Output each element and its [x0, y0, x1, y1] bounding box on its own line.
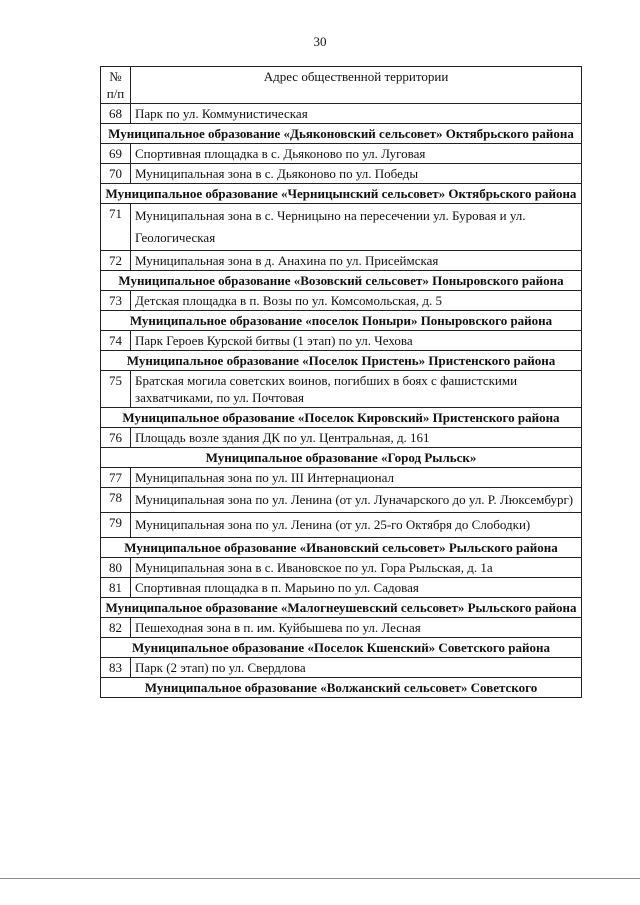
- row-number: 71: [101, 204, 131, 251]
- page-bottom-divider: [0, 878, 640, 879]
- row-number: 69: [101, 144, 131, 164]
- row-number: 78: [101, 488, 131, 513]
- table-row: [101, 251, 582, 271]
- table-row: [101, 164, 582, 184]
- column-header-address: Адрес общественной территории: [131, 67, 582, 104]
- section-row: [101, 271, 582, 291]
- section-row: [101, 598, 582, 618]
- section-row: [101, 678, 582, 698]
- table-row: [101, 468, 582, 488]
- territory-address: Муниципальная зона в с. Черницыно на пересечении ул. Буровая и ул. Геологическая: [131, 204, 582, 251]
- section-heading: Муниципальное образование «Поселок Пристень» Пристенского района: [101, 351, 582, 371]
- section-heading: Муниципальное образование «Поселок Кшенский» Советского района: [101, 638, 582, 658]
- row-number: 82: [101, 618, 131, 638]
- row-number: 72: [101, 251, 131, 271]
- row-number: 75: [101, 371, 131, 408]
- section-heading: Муниципальное образование «Волжанский сельсовет» Советского: [101, 678, 582, 698]
- row-number: 73: [101, 291, 131, 311]
- section-heading: Муниципальное образование «Поселок Кировский» Пристенского района: [101, 408, 582, 428]
- page-number: 30: [313, 34, 327, 49]
- section-row: [101, 408, 582, 428]
- table-row: [101, 204, 582, 251]
- territory-address: Спортивная площадка в п. Марьино по ул. Садовая: [131, 578, 582, 598]
- territory-address: Муниципальная зона по ул. Ленина (от ул. Луначарского до ул. Р. Люксембург): [131, 488, 582, 513]
- row-number: 76: [101, 428, 131, 448]
- territory-address: Муниципальная зона по ул. Ленина (от ул. 25-го Октября до Слободки): [131, 513, 582, 538]
- territory-address: Братская могила советских воинов, погибших в боях с фашистскими захватчиками, по ул. Почтовая: [131, 371, 582, 408]
- table-row: [101, 658, 582, 678]
- table-row: [101, 558, 582, 578]
- row-number: 74: [101, 331, 131, 351]
- table-body: [101, 104, 582, 698]
- territory-address: Пешеходная зона в п. им. Куйбышева по ул. Лесная: [131, 618, 582, 638]
- section-heading: Муниципальное образование «Город Рыльск»: [101, 448, 582, 468]
- section-row: [101, 184, 582, 204]
- territory-address: Муниципальная зона в с. Ивановское по ул. Гора Рыльская, д. 1а: [131, 558, 582, 578]
- territory-address: Парк (2 этап) по ул. Свердлова: [131, 658, 582, 678]
- table-row: [101, 488, 582, 513]
- row-number: 70: [101, 164, 131, 184]
- table-row: [101, 291, 582, 311]
- territory-address: Муниципальная зона в д. Анахина по ул. Присеймская: [131, 251, 582, 271]
- section-heading: Муниципальное образование «Ивановский сельсовет» Рыльского района: [101, 538, 582, 558]
- table-row: [101, 371, 582, 408]
- table-row: [101, 104, 582, 124]
- section-heading: Муниципальное образование «Черницынский сельсовет» Октябрьского района: [101, 184, 582, 204]
- row-number: 77: [101, 468, 131, 488]
- table-row: [101, 618, 582, 638]
- row-number: 79: [101, 513, 131, 538]
- territory-address: Площадь возле здания ДК по ул. Центральная, д. 161: [131, 428, 582, 448]
- territory-address: Детская площадка в п. Возы по ул. Комсомольская, д. 5: [131, 291, 582, 311]
- section-heading: Муниципальное образование «поселок Поныри» Поныровского района: [101, 311, 582, 331]
- territory-address: Парк Героев Курской битвы (1 этап) по ул. Чехова: [131, 331, 582, 351]
- section-heading: Муниципальное образование «Дьяконовский сельсовет» Октябрьского района: [101, 124, 582, 144]
- territory-address: Спортивная площадка в с. Дьяконово по ул. Луговая: [131, 144, 582, 164]
- table-row: [101, 331, 582, 351]
- territory-address: Муниципальная зона в с. Дьяконово по ул. Победы: [131, 164, 582, 184]
- column-header-number: № п/п: [101, 67, 131, 104]
- row-number: 83: [101, 658, 131, 678]
- section-heading: Муниципальное образование «Возовский сельсовет» Поныровского района: [101, 271, 582, 291]
- section-row: [101, 311, 582, 331]
- territory-table: [100, 66, 582, 698]
- table-header-row: [101, 67, 582, 104]
- section-row: [101, 538, 582, 558]
- table-row: [101, 428, 582, 448]
- section-row: [101, 351, 582, 371]
- section-row: [101, 638, 582, 658]
- table-row: [101, 144, 582, 164]
- row-number: 81: [101, 578, 131, 598]
- section-heading: Муниципальное образование «Малогнеушевский сельсовет» Рыльского района: [101, 598, 582, 618]
- territory-address: Муниципальная зона по ул. III Интернационал: [131, 468, 582, 488]
- table-row: [101, 513, 582, 538]
- section-row: [101, 448, 582, 468]
- row-number: 68: [101, 104, 131, 124]
- territory-address: Парк по ул. Коммунистическая: [131, 104, 582, 124]
- section-row: [101, 124, 582, 144]
- row-number: 80: [101, 558, 131, 578]
- table-row: [101, 578, 582, 598]
